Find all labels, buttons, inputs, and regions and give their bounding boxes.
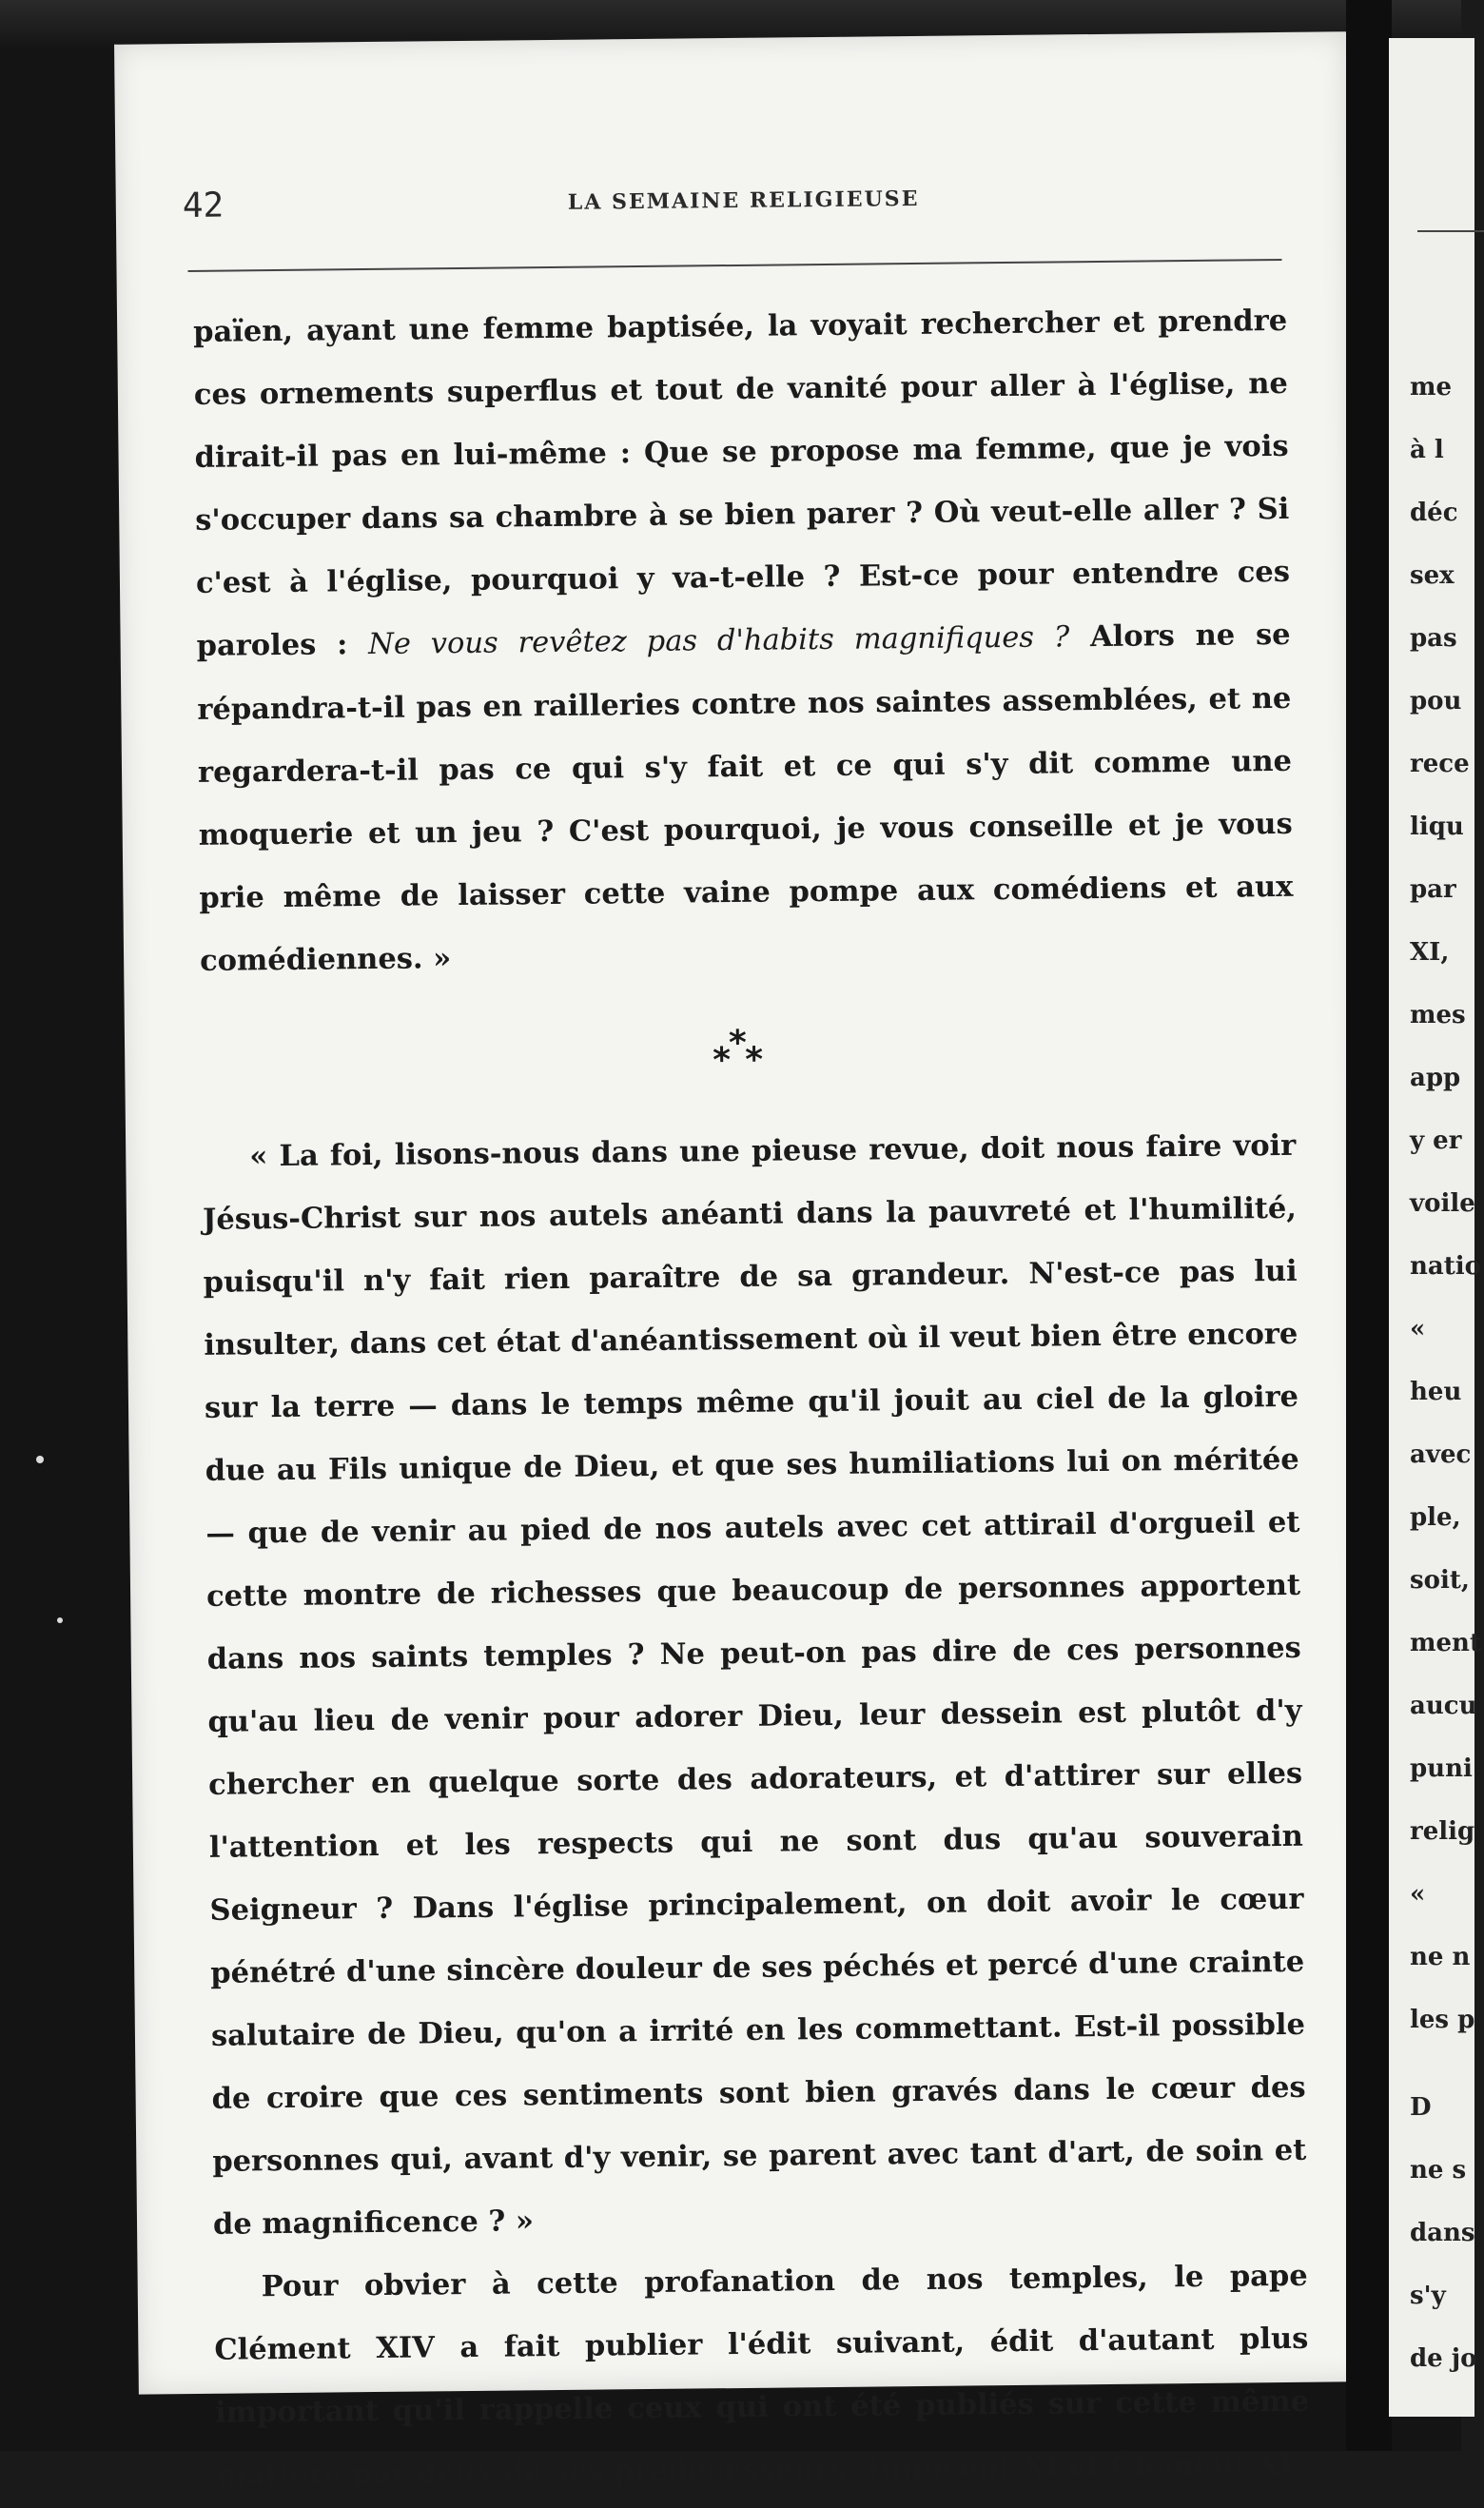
adjacent-line: y er: [1410, 1127, 1462, 1155]
adjacent-line: de jo: [1410, 2344, 1477, 2373]
paragraph-3: [213, 2244, 1310, 2507]
asterism-star-top: *: [728, 1023, 748, 1064]
adjacent-line: pou: [1410, 687, 1462, 715]
paragraph-3-text: Pour obvier à cette profanation de nos temples, le pape Clément XIV a fait publier l'édit suivant, édit d'autant plus important qu'il rappelle ceux qui ont été publiés sur cette même matière par deux de ses prédécesseurs, Innocent XI et Clément XI.: [214, 2258, 1310, 2493]
adjacent-line: les p: [1410, 2006, 1475, 2034]
adjacent-line: me: [1410, 373, 1453, 402]
running-head: [183, 175, 1281, 225]
adjacent-line: heu: [1410, 1378, 1462, 1406]
paragraph-2-text: « La foi, lisons-nous dans une pieuse revue, doit nous faire voir Jésus-Christ sur nos autels anéanti dans la pauvreté et l'humilité, puisqu'il n'y fait rien paraître de sa grandeur. N'est-ce pas lui insulter, dans cet état d'anéantissement où il veut bien être encore sur la terre — dans le temps même qu'il jouit au ciel de la gloire due au Fils unique de Dieu, et que ses humiliations lui on méritée — que de venir au pied de nos autels avec cet attirail d'orgueil et cette montre de richesses que beaucoup de personnes apportent dans nos saints temples ? Ne peut-on pas dire de ces personnes qu'au lieu de venir pour adorer Dieu, leur dessein est plutôt d'y chercher en quelque sorte des adorateurs, et d'attirer sur elles l'attention et les respects qui ne sont dus qu'au souverain Seigneur ? Dans l'église principalement, on doit avoir le cœur pénétré d'une sincère douleur de ses péchés et percé d'une crainte salutaire de Dieu, qu'on a irrité en les commettant. Est-il possible de croire que ces sentiments sont bien gravés dans le cœur des personnes qui, avant d'y venir, se parent avec tant d'art, de soin et de magnificence ? »: [202, 1127, 1307, 2242]
adjacent-line: ple,: [1410, 1503, 1461, 1532]
adjacent-line: aucu: [1410, 1692, 1477, 1720]
adjacent-header-rule: [1417, 230, 1484, 232]
header-rule: [188, 259, 1282, 272]
asterism-star-left: *: [713, 1041, 732, 1081]
asterism: [201, 1019, 1296, 1087]
adjacent-line: «: [1410, 1315, 1426, 1343]
paragraph-2: [202, 1114, 1307, 2256]
adjacent-line: dans: [1410, 2219, 1475, 2247]
paragraph-1-text-a: païen, ayant une femme baptisée, la voyait rechercher et prendre ces ornements superflus et tout de vanité pour aller à l'église, ne dirait-il pas en lui-même : Que se propose ma femme, que je vois s'occuper dans sa chambre à se bien parer ? Où veut-elle aller ? Si c'est à l'église, pourquoi y va-t-elle ? Est-ce pour entendre ces paroles :: [193, 303, 1291, 663]
adjacent-line: soit,: [1410, 1566, 1470, 1595]
adjacent-line: ment: [1410, 1629, 1481, 1657]
adjacent-line: app: [1410, 1064, 1461, 1092]
book-page: [114, 31, 1371, 2493]
adjacent-line: rece: [1410, 750, 1470, 778]
adjacent-line: liqu: [1410, 813, 1464, 841]
adjacent-line: XI,: [1410, 938, 1450, 967]
adjacent-line: D: [1410, 2093, 1432, 2122]
paragraph-1: [193, 289, 1295, 992]
adjacent-line: à l: [1410, 436, 1444, 464]
paragraph-1-italic-quote: Ne vous revêtez pas d'habits magnifiques ?: [368, 620, 1070, 662]
page-number: 42: [182, 186, 225, 226]
journal-title: LA SEMAINE RELIGIEUSE: [567, 186, 920, 215]
paragraph-1-text-b: Alors ne se répandra-t-il pas en railleries contre nos saintes assemblées, et ne regardera-t-il pas ce qui s'y fait et ce qui s'y dit comme une moquerie et un jeu ? C'est pourquoi, je vous conseille et je vous prie même de laisser cette vaine pompe aux comédiens et aux comédiennes. »: [197, 617, 1294, 978]
adjacent-line: ne s: [1410, 2156, 1467, 2185]
adjacent-line: déc: [1410, 499, 1458, 527]
adjacent-line: voile: [1410, 1189, 1475, 1218]
adjacent-line: «: [1410, 1880, 1426, 1909]
adjacent-line: puni: [1410, 1754, 1473, 1783]
adjacent-line: ne n: [1410, 1943, 1471, 1971]
dust-speck: [36, 1456, 44, 1463]
adjacent-line: avec: [1410, 1440, 1472, 1469]
page-body: [193, 289, 1310, 2507]
page-gutter: [1346, 0, 1392, 2451]
adjacent-page-edge: [1389, 38, 1481, 2417]
adjacent-line: s'y: [1410, 2282, 1446, 2310]
adjacent-line: natio: [1410, 1252, 1481, 1281]
adjacent-line: relig: [1410, 1817, 1475, 1846]
asterism-star-right: *: [745, 1040, 764, 1080]
dust-speck: [57, 1617, 63, 1623]
adjacent-line: sex: [1410, 561, 1455, 590]
adjacent-line: mes: [1410, 1001, 1466, 1029]
adjacent-line: pas: [1410, 624, 1457, 653]
adjacent-line: par: [1410, 875, 1456, 904]
